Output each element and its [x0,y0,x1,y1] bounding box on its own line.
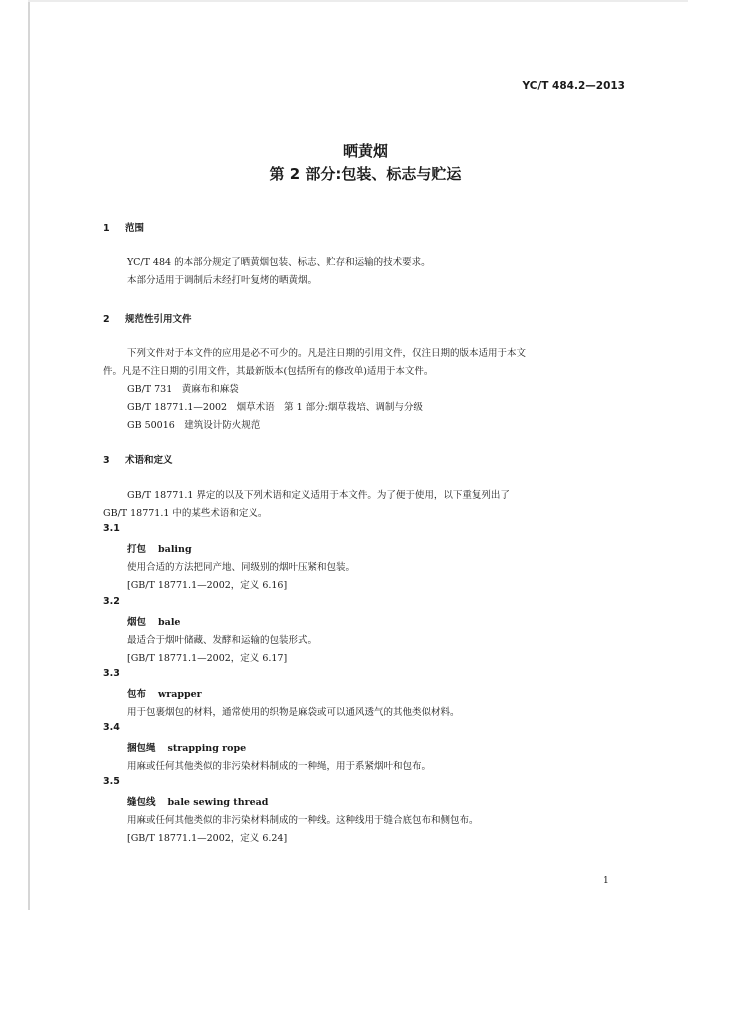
term-zh: 缝包线 [127,797,156,808]
term-entry [127,740,246,754]
normative-reference-1: GB/T 731 黄麻布和麻袋 [127,384,239,395]
term-zh: 烟包 [127,617,147,628]
term-en: strapping rope [167,743,247,754]
term-definition: 用麻或任何其他类似的非污染材料制成的一种绳，用于系紧烟叶和包布。 [127,761,432,772]
section-2-heading [103,311,192,325]
term-definition: 用于包裹烟包的材料，通常使用的织物是麻袋或可以通风透气的其他类似材料。 [127,707,460,718]
term-zh: 打包 [127,544,147,555]
section-3-para-line-2: GB/T 18771.1 中的某些术语和定义。 [103,508,268,519]
term-entry [127,686,202,700]
scan-edge-left [28,0,30,910]
section-number: 3 [103,455,110,466]
term-number: 3.1 [103,523,120,534]
term-number: 3.4 [103,722,120,733]
section-title: 规范性引用文件 [125,314,192,325]
term-definition: 使用合适的方法把同产地、同级别的烟叶压紧和包装。 [127,562,356,573]
standard-code: YC/T 484.2—2013 [522,80,625,92]
term-en: bale sewing thread [167,797,269,808]
term-source: [GB/T 18771.1—2002，定义 6.16] [127,580,288,591]
section-1-para-1: YC/T 484 的本部分规定了晒黄烟包装、标志、贮存和运输的技术要求。 [127,257,431,268]
term-source: [GB/T 18771.1—2002，定义 6.24] [127,833,288,844]
term-en: baling [158,544,192,555]
page-number: 1 [603,876,609,886]
term-en: wrapper [158,689,202,700]
section-3-para-line-1: GB/T 18771.1 界定的以及下列术语和定义适用于本文件。为了便于使用，以下重复列出了 [127,490,510,501]
term-zh: 捆包绳 [127,743,156,754]
normative-reference-2: GB/T 18771.1—2002 烟草术语 第 1 部分:烟草栽培、调制与分级 [127,402,423,413]
document-title: 晒黄烟 [342,142,388,160]
section-2-para-line-1: 下列文件对于本文件的应用是必不可少的。凡是注日期的引用文件，仅注日期的版本适用于本文 [127,348,527,359]
section-2-para-line-2: 件。凡是不注日期的引用文件，其最新版本(包括所有的修改单)适用于本文件。 [103,366,434,377]
section-3-heading [103,452,173,466]
term-number: 3.2 [103,596,120,607]
section-number: 1 [103,223,110,234]
term-definition: 最适合于烟叶储藏、发酵和运输的包装形式。 [127,635,318,646]
term-entry [127,541,192,555]
scan-edge-top [28,0,688,2]
section-number: 2 [103,314,110,325]
term-definition: 用麻或任何其他类似的非污染材料制成的一种线。这种线用于缝合底包布和侧包布。 [127,815,479,826]
term-number: 3.5 [103,776,120,787]
term-source: [GB/T 18771.1—2002，定义 6.17] [127,653,288,664]
term-entry [127,614,180,628]
term-entry [127,794,268,808]
term-en: bale [158,617,181,628]
normative-reference-3: GB 50016 建筑设计防火规范 [127,420,261,431]
term-number: 3.3 [103,668,120,679]
section-title: 术语和定义 [125,455,173,466]
section-1-heading [103,220,144,234]
term-zh: 包布 [127,689,147,700]
document-subtitle: 第 2 部分:包装、标志与贮运 [269,165,462,183]
section-1-para-2: 本部分适用于调制后未经打叶复烤的晒黄烟。 [127,275,318,286]
section-title: 范围 [125,223,145,234]
